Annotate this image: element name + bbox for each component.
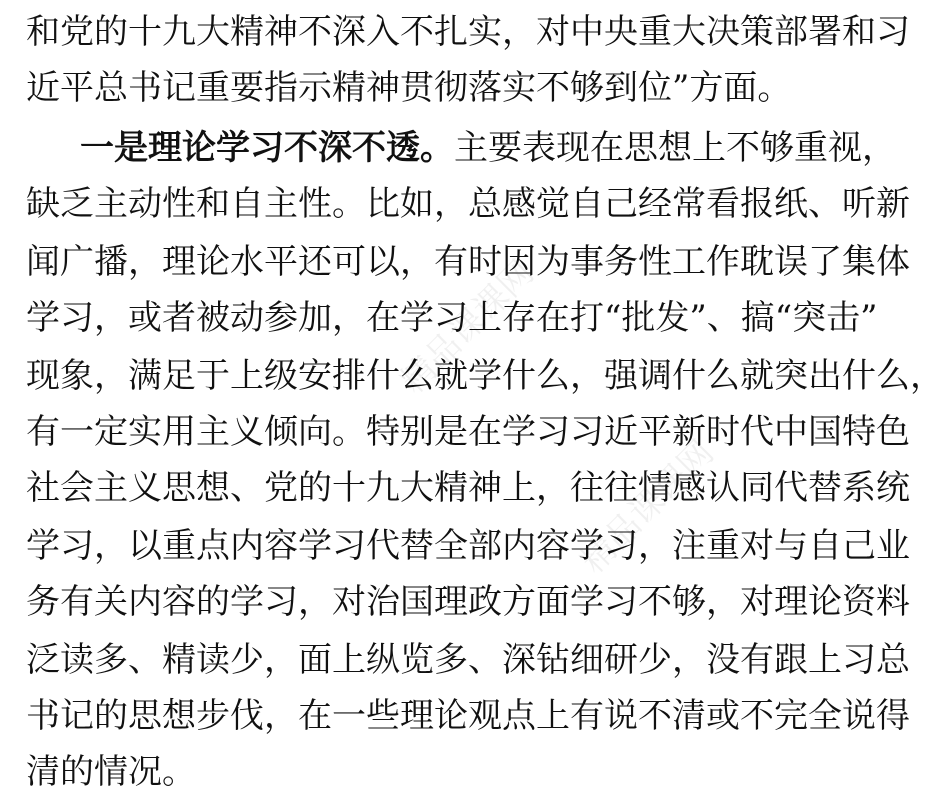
text-line: 闻广播，理论水平还可以，有时因为事务性工作耽误了集体	[26, 242, 910, 282]
text-line: 泛读多、精读少，面上纵览多、深钻细研少，没有跟上习总	[26, 640, 910, 680]
text-line: 缺乏主动性和自主性。比如，总感觉自己经常看报纸、听新	[26, 184, 910, 224]
paragraph-heading: 一是理论学习不深不透。	[80, 128, 454, 168]
text-line: 学习，或者被动参加，在学习上存在打“批发”、搞“突击”	[26, 298, 878, 338]
text-line: 务有关内容的学习，对治国理政方面学习不够，对理论资料	[26, 582, 910, 622]
text-line: 有一定实用主义倾向。特别是在学习习近平新时代中国特色	[26, 412, 910, 452]
paragraph-first-line	[80, 120, 896, 176]
text-line: 学习，以重点内容学习代替全部内容学习，注重对与自己业	[26, 526, 910, 566]
paragraph-lead-text: 主要表现在思想上不够重视，	[454, 128, 896, 168]
text-line: 近平总书记重要指示精神贯彻落实不够到位”方面。	[26, 68, 792, 108]
text-line: 社会主义思想、党的十九大精神上，往往情感认同代替系统	[26, 468, 910, 508]
text-line: 清的情况。	[26, 752, 196, 792]
text-line: 和党的十九大精神不深入不扎实，对中央重大决策部署和习	[26, 12, 910, 52]
text-line: 现象，满足于上级安排什么就学什么，强调什么就突出什么，	[26, 356, 944, 396]
watermark-text: 精品课课网	[393, 252, 542, 402]
text-line: 书记的思想步伐，在一些理论观点上有说不清或不完全说得	[26, 696, 910, 736]
watermark-text: 精品课课网	[573, 432, 722, 582]
